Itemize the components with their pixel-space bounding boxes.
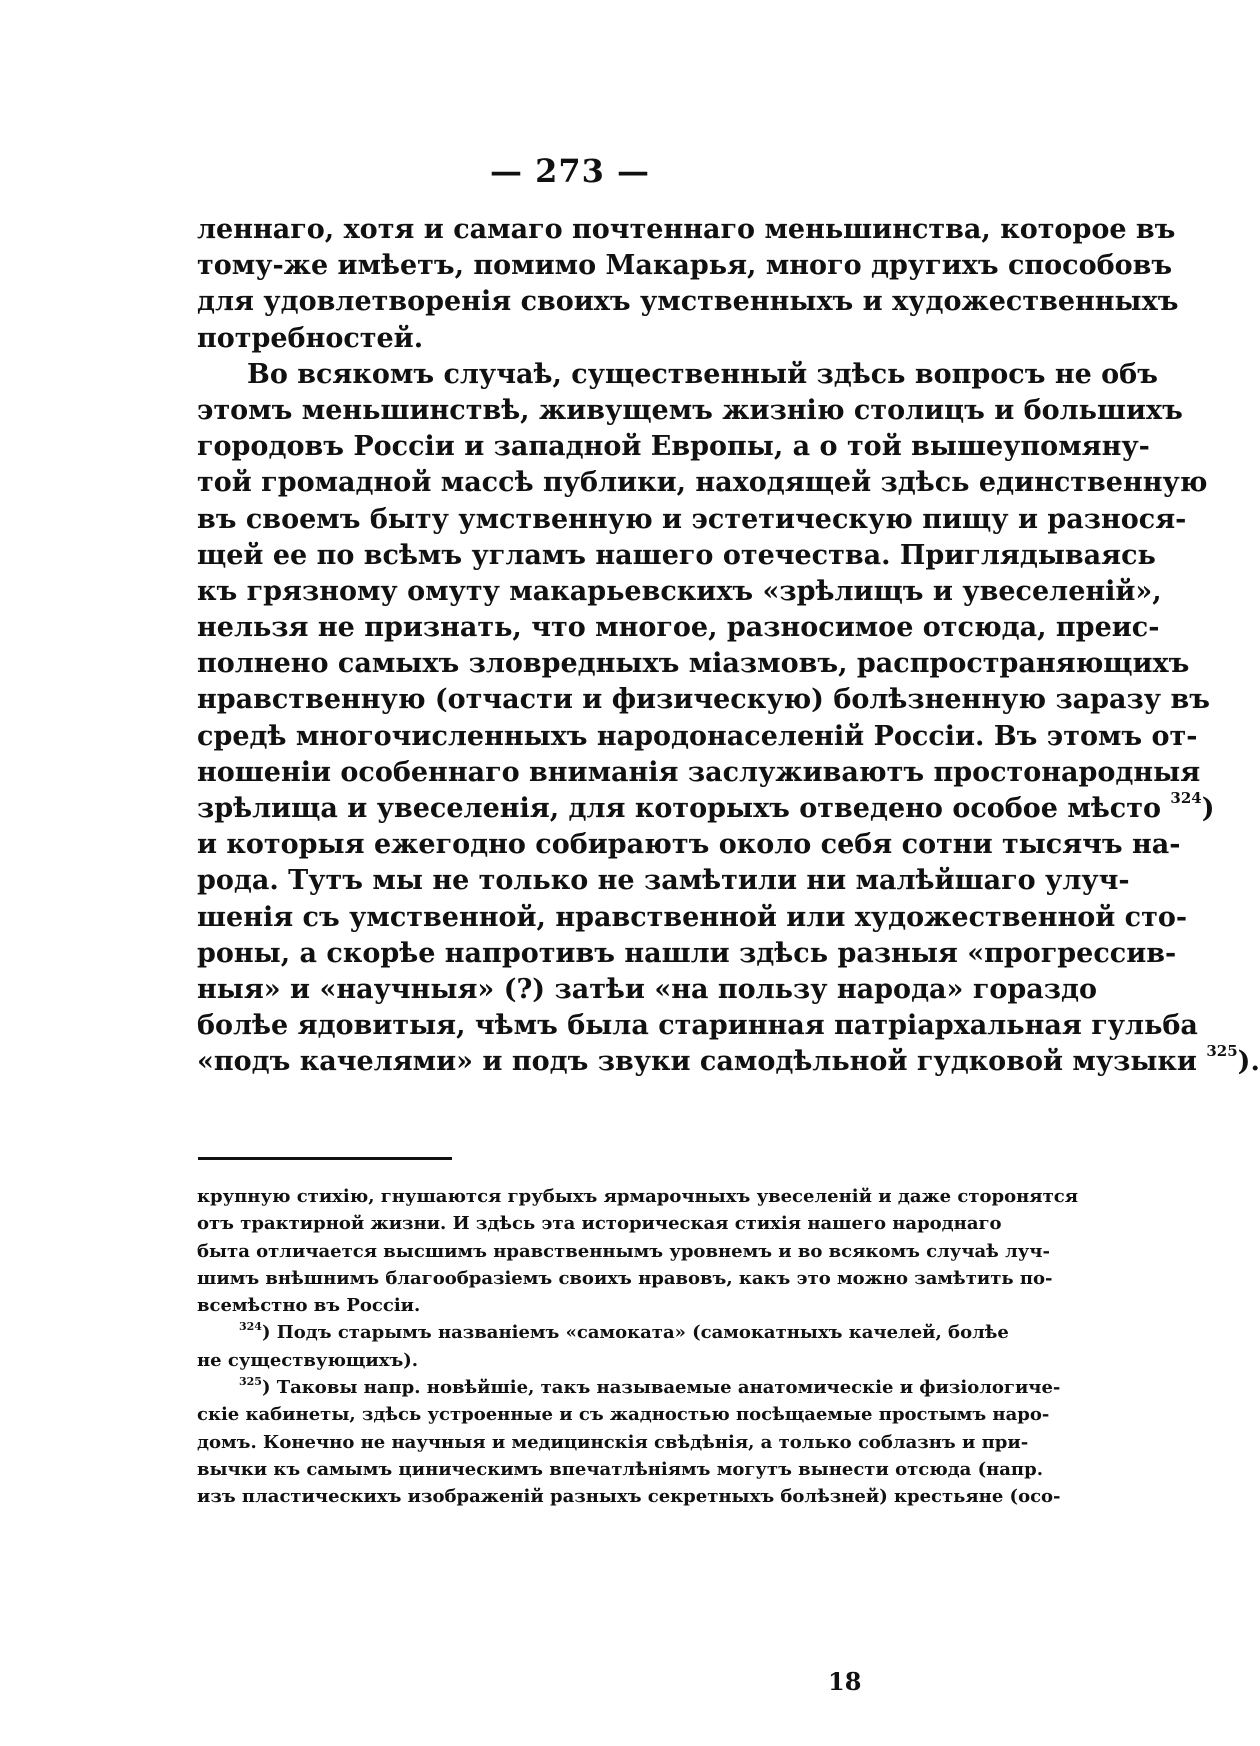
text-line: для удовлетворенія своихъ умственныхъ и художественныхъ xyxy=(197,286,1179,318)
text-line: леннаго, хотя и самаго почтеннаго меньшинства, которое въ xyxy=(197,214,1176,245)
text-line: тому-же имѣетъ, помимо Макарья, много другихъ способовъ xyxy=(197,250,1173,282)
text-line: рода. Тутъ мы не только не замѣтили ни малѣйшаго улуч- xyxy=(197,865,1130,897)
footnote-line: крупную стихію, гнушаются грубыхъ ярмарочныхъ увеселеній и даже сторонятся xyxy=(197,1186,1078,1207)
footnote-line: быта отличается высшимъ нравственнымъ уровнемъ и во всякомъ случаѣ луч- xyxy=(197,1240,1050,1262)
footnote-line: всемѣстно въ Россіи. xyxy=(197,1295,421,1317)
footnote-number: 325 xyxy=(239,1375,262,1389)
text-line: этомъ меньшинствѣ, живущемъ жизнію столицъ и большихъ xyxy=(197,394,1183,426)
text-line: потребностей. xyxy=(197,322,424,354)
text-line: нравственную (отчасти и физическую) болѣзненную заразу въ xyxy=(197,684,1210,716)
footnotes xyxy=(197,1183,1078,1511)
footnote-line: отъ трактирной жизни. И здѣсь эта историческая стихія нашего народнаго xyxy=(197,1213,1002,1235)
footnote-line: ) Таковы напр. новѣйшіе, такъ называемые анатомическіе и физіологиче- xyxy=(261,1377,1061,1399)
text-line: ношеніи особеннаго вниманія заслуживаютъ простонародныя xyxy=(197,756,1201,788)
text-line: средѣ многочисленныхъ народонаселеній Россіи. Въ этомъ от- xyxy=(197,720,1198,752)
footnote-ref-324-paren: ) xyxy=(1201,793,1215,824)
footnote-line: шимъ внѣшнимъ благообразіемъ своихъ нравовъ, какъ это можно замѣтить по- xyxy=(197,1267,1053,1289)
footnote-ref-324: 324 xyxy=(1170,789,1202,807)
text-line: ныя» и «научныя» (?) затѣи «на пользу народа» гораздо xyxy=(197,973,1097,1005)
footnote-line: ) Подъ старымъ названіемъ «самоката» (самокатныхъ качелей, болѣе xyxy=(261,1322,1009,1344)
footnote-line: вычки къ самымъ циническимъ впечатлѣніямъ могутъ вынести отсюда (напр. xyxy=(197,1458,1043,1480)
text-line: и которыя ежегодно собираютъ около себя сотни тысячъ на- xyxy=(197,829,1181,861)
text-line: болѣе ядовитыя, чѣмъ была старинная патріархальная гульба xyxy=(197,1010,1198,1042)
footnote-number: 324 xyxy=(239,1320,262,1334)
text-line: роны, а скорѣе напротивъ нашли здѣсь разныя «прогрессив- xyxy=(197,937,1177,969)
footnote-line: изъ пластическихъ изображеній разныхъ секретныхъ болѣзней) крестьяне (осо- xyxy=(197,1486,1061,1508)
footnote-325 xyxy=(197,1374,1061,1401)
footnote-ref-325-paren: ). xyxy=(1237,1046,1260,1078)
text-line: щей ее по всѣмъ угламъ нашего отечества. Приглядываясь xyxy=(197,539,1156,571)
text-line: «подъ качелями» и подъ звуки самодѣльной гудковой музыки xyxy=(197,1046,1197,1078)
footnote-line: скіе кабинеты, здѣсь устроенные и съ жадностью посѣщаемые простымъ наро- xyxy=(197,1404,1050,1426)
text-line: городовъ Россіи и западной Европы, а о той вышеупомяну- xyxy=(197,431,1150,463)
text-line: полнено самыхъ зловредныхъ міазмовъ, распространяющихъ xyxy=(197,648,1190,680)
text-line: Во всякомъ случаѣ, существенный здѣсь вопросъ не объ xyxy=(247,358,1158,390)
text-line: той громадной массѣ публики, находящей здѣсь единственную xyxy=(197,467,1208,499)
main-text xyxy=(197,212,1260,1081)
text-line: шенія съ умственной, нравственной или художественной сто- xyxy=(197,901,1188,933)
footnote-324 xyxy=(197,1319,1009,1346)
footnote-line: домъ. Конечно не научныя и медицинскія свѣдѣнія, а только соблазнъ и при- xyxy=(197,1431,1029,1453)
text-line: нельзя не признать, что многое, разносимое отсюда, преис- xyxy=(197,612,1160,644)
signature-mark: 18 xyxy=(828,1667,862,1696)
text-line-with-ref-325 xyxy=(197,1042,1260,1080)
footnote-line: не существующихъ). xyxy=(197,1349,419,1371)
text-line: въ своемъ быту умственную и эстетическую пищу и разнося- xyxy=(197,503,1187,535)
text-line: зрѣлища и увеселенія, для которыхъ отведено особое мѣсто xyxy=(197,793,1161,824)
text-line-with-ref-324 xyxy=(197,789,1215,827)
text-line: къ грязному омуту макарьевскихъ «зрѣлищъ и увеселеній», xyxy=(197,575,1162,607)
footnote-ref-325: 325 xyxy=(1206,1042,1238,1061)
page-number: — 273 — xyxy=(489,152,651,190)
footnote-separator xyxy=(198,1157,452,1160)
